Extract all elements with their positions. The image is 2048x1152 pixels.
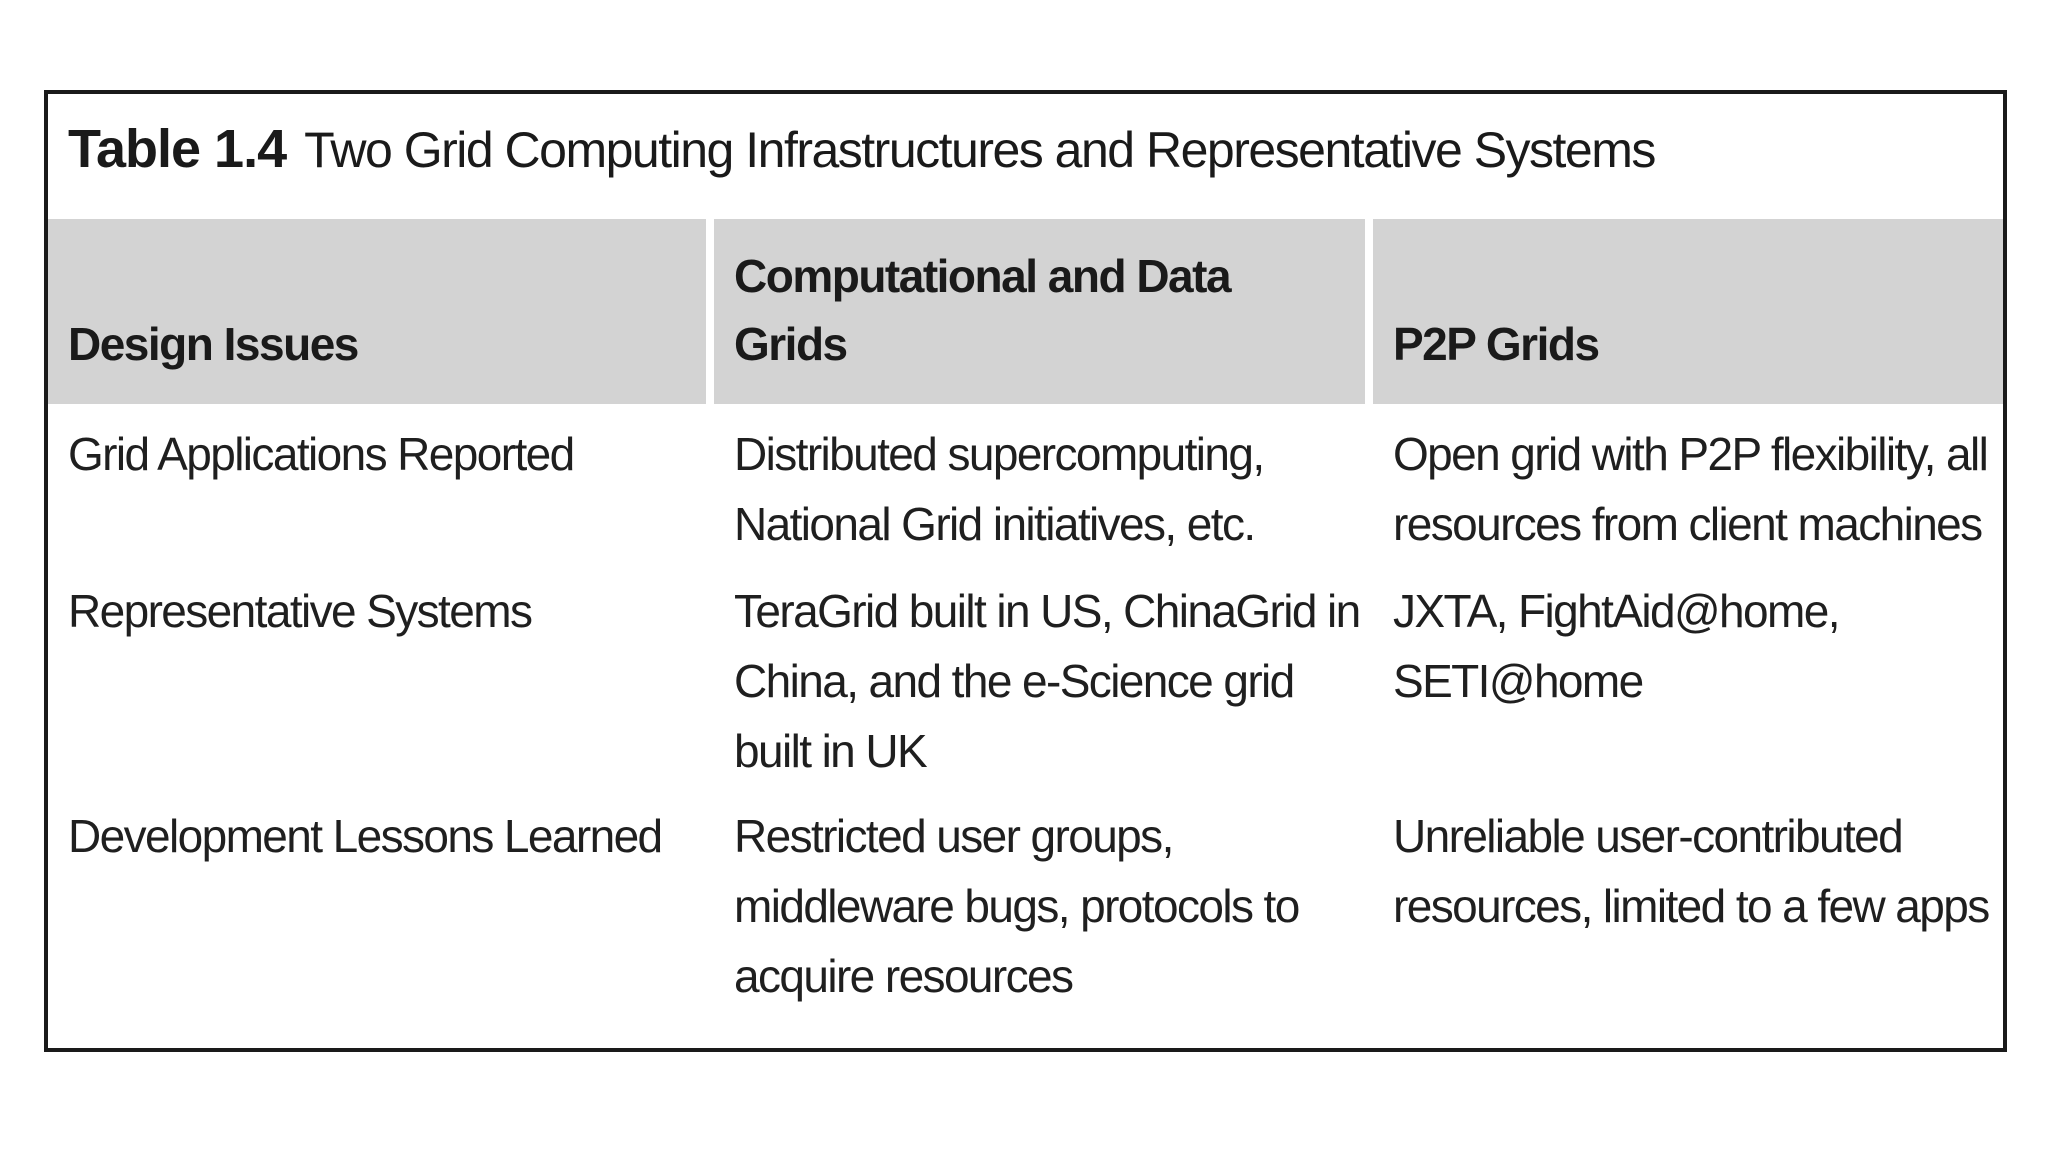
table-cell bbox=[714, 801, 1365, 1021]
table-row bbox=[48, 419, 2003, 576]
table-cell bbox=[48, 801, 706, 1021]
cell-line: Open grid with P2P flexibility, all bbox=[1393, 428, 1988, 480]
cell-line: Unreliable user-contributed bbox=[1393, 810, 1903, 862]
cell-line: Representative Systems bbox=[68, 585, 532, 637]
table-header-row bbox=[48, 219, 2003, 404]
header-line: Grids bbox=[734, 318, 847, 370]
header-design-issues bbox=[48, 219, 706, 404]
cell-line: acquire resources bbox=[734, 950, 1073, 1002]
table-frame bbox=[44, 90, 2007, 1052]
table-cell bbox=[48, 576, 706, 801]
table-title: Two Grid Computing Infrastructures and Representative Systems bbox=[304, 122, 1655, 178]
cell-line: resources from client machines bbox=[1393, 498, 1982, 550]
header-computational-data-grids bbox=[714, 219, 1365, 404]
table-label: Table 1.4 bbox=[68, 119, 287, 179]
header-line: Computational and Data bbox=[734, 250, 1231, 302]
table-cell bbox=[1373, 801, 2003, 1021]
header-line: Design Issues bbox=[68, 318, 358, 370]
cell-line: resources, limited to a few apps bbox=[1393, 880, 1989, 932]
cell-line: JXTA, FightAid@home, bbox=[1393, 585, 1839, 637]
cell-line: TeraGrid built in US, ChinaGrid in bbox=[734, 585, 1360, 637]
cell-line: Development Lessons Learned bbox=[68, 810, 662, 862]
header-p2p-grids bbox=[1373, 219, 2003, 404]
cell-line: SETI@home bbox=[1393, 655, 1643, 707]
table-cell bbox=[1373, 419, 2003, 576]
cell-line: China, and the e-Science grid bbox=[734, 655, 1294, 707]
cell-line: Restricted user groups, bbox=[734, 810, 1173, 862]
table-body bbox=[48, 419, 2003, 1021]
cell-line: middleware bugs, protocols to bbox=[734, 880, 1299, 932]
header-line: P2P Grids bbox=[1393, 318, 1599, 370]
cell-line: National Grid initiatives, etc. bbox=[734, 498, 1255, 550]
cell-line: built in UK bbox=[734, 725, 927, 777]
table-row bbox=[48, 576, 2003, 801]
table-cell bbox=[714, 419, 1365, 576]
table-cell bbox=[48, 419, 706, 576]
table-cell bbox=[1373, 576, 2003, 801]
cell-line: Grid Applications Reported bbox=[68, 428, 574, 480]
table-row bbox=[48, 801, 2003, 1021]
table-cell bbox=[714, 576, 1365, 801]
cell-line: Distributed supercomputing, bbox=[734, 428, 1264, 480]
table-caption bbox=[68, 119, 1655, 179]
